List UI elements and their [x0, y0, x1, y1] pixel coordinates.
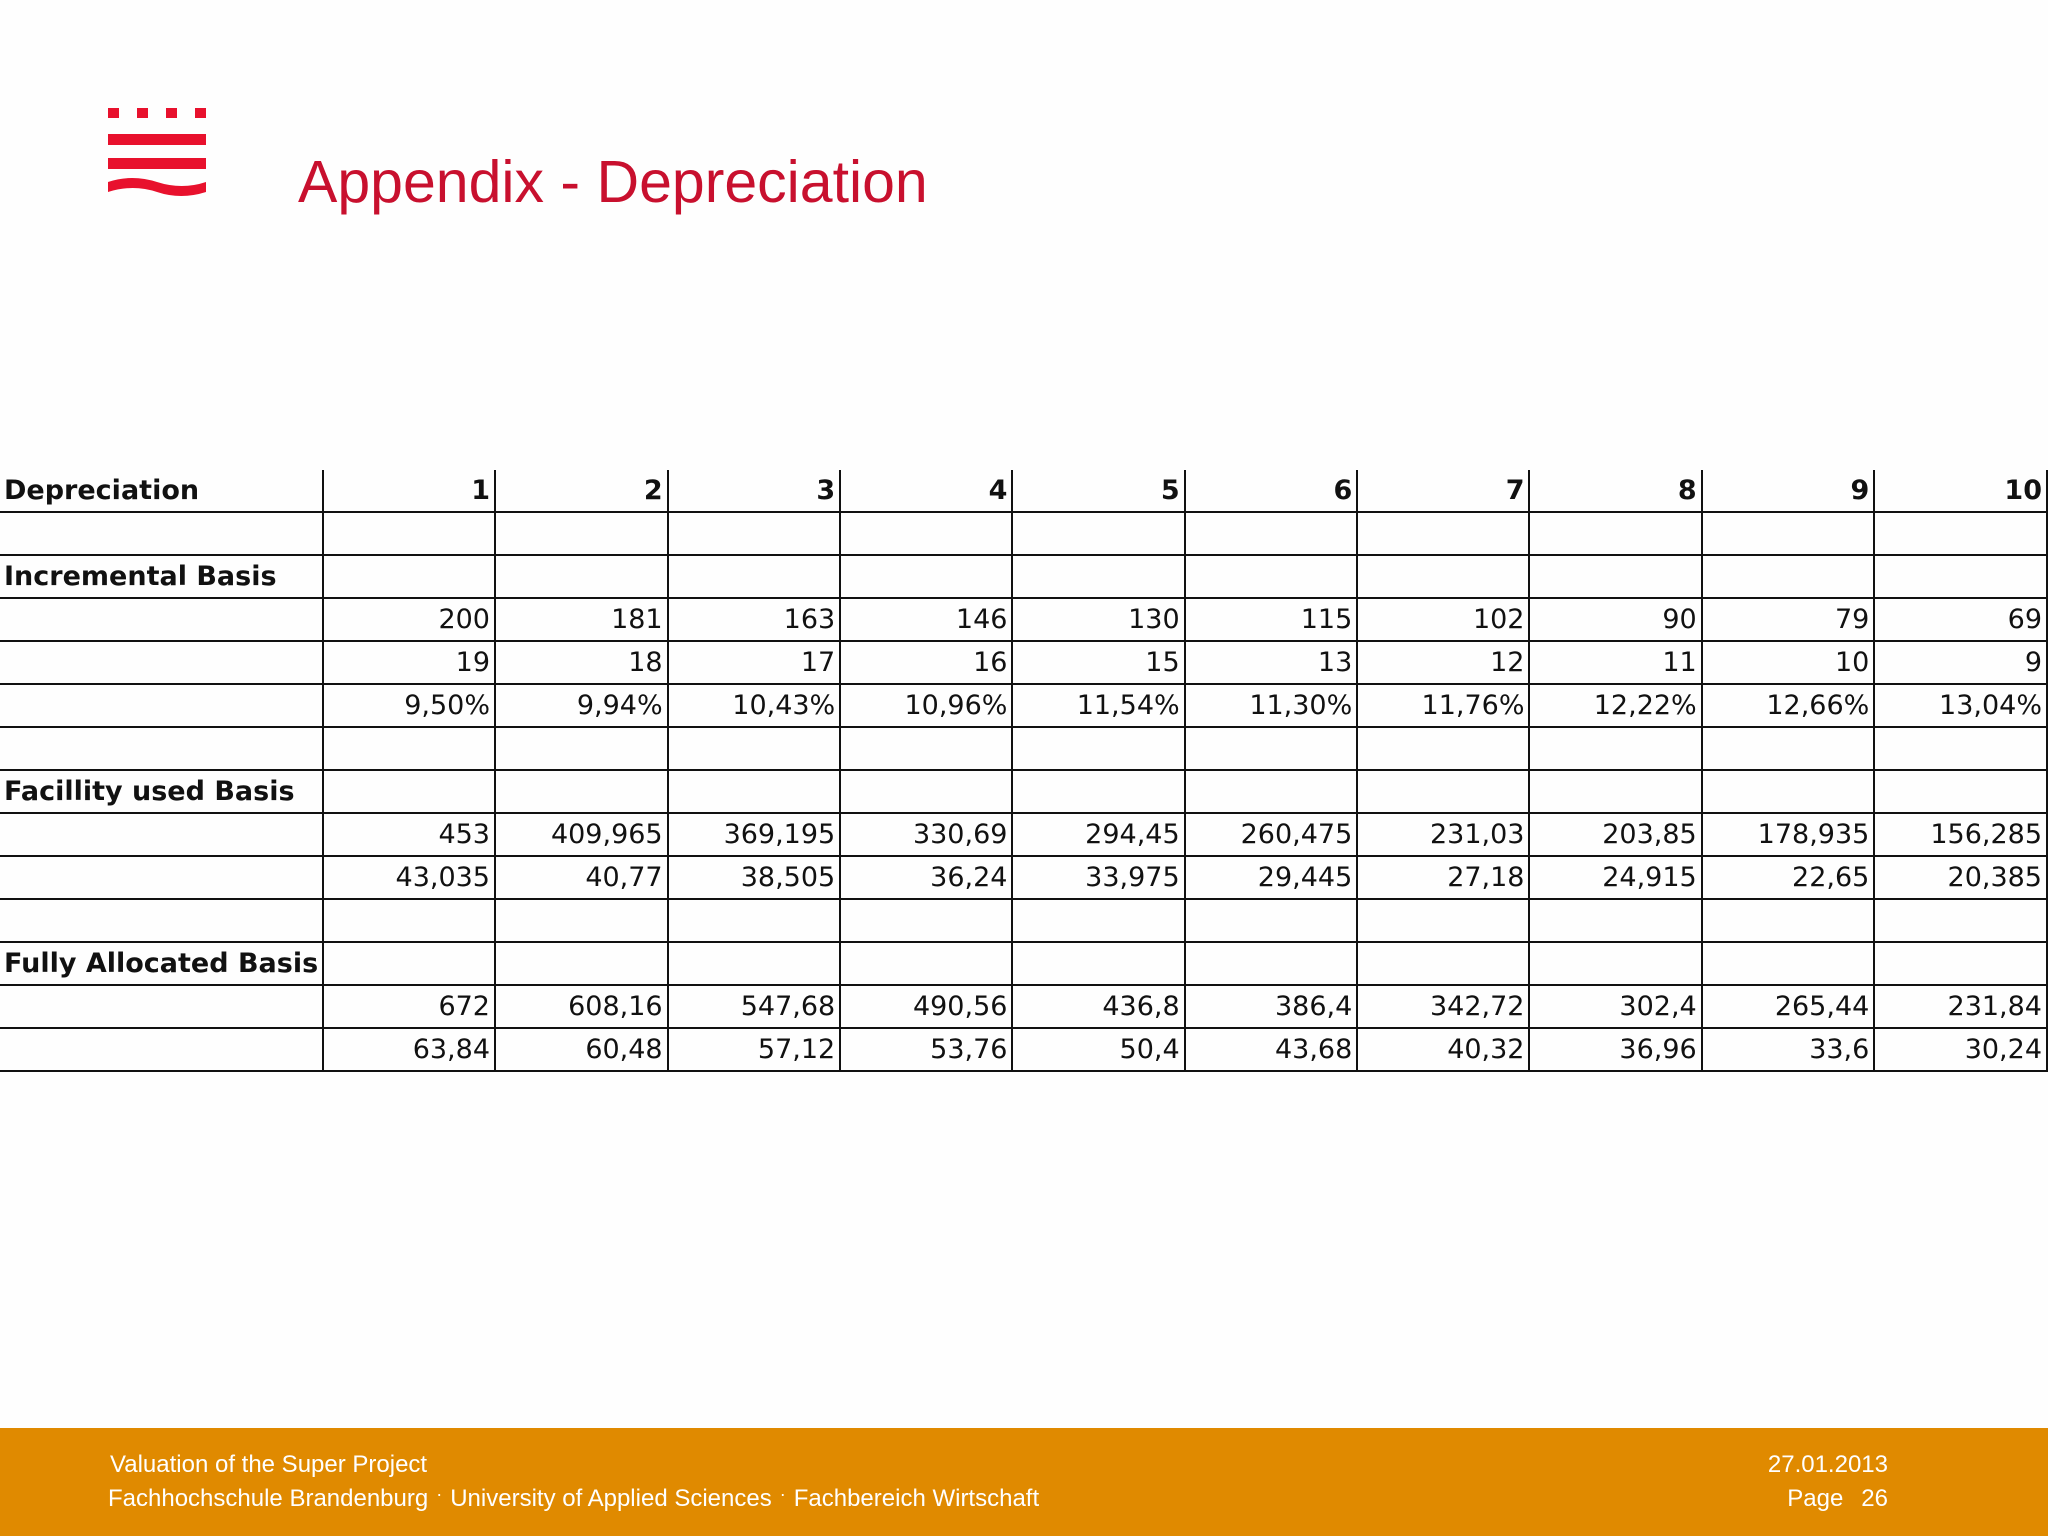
table-cell: 36,96	[1529, 1028, 1701, 1071]
header-year-3: 3	[668, 470, 841, 512]
table-cell: 9	[1874, 641, 2047, 684]
table-row	[0, 641, 2047, 684]
footer-date: 27.01.2013	[1767, 1451, 1888, 1478]
footer-page-number: 26	[1861, 1485, 1888, 1512]
footer-institution-line	[108, 1485, 1039, 1513]
table-cell: 115	[1185, 598, 1358, 641]
table-cell: 369,195	[668, 813, 841, 856]
table-cell: 453	[323, 813, 495, 856]
table-cell	[1702, 770, 1875, 813]
university-logo	[106, 106, 208, 206]
table-row	[0, 813, 2047, 856]
table-cell	[1874, 899, 2047, 942]
table-cell: 12,66%	[1702, 684, 1875, 727]
table-cell: 386,4	[1185, 985, 1358, 1028]
row-label	[0, 641, 323, 684]
table-cell: 33,6	[1702, 1028, 1875, 1071]
table-cell: 11,54%	[1012, 684, 1184, 727]
table-cell: 9,50%	[323, 684, 495, 727]
footer-university: University of Applied Sciences	[450, 1485, 772, 1512]
table-cell	[495, 942, 668, 985]
table-cell: 11	[1529, 641, 1701, 684]
table-cell: 231,03	[1357, 813, 1529, 856]
table-cell: 330,69	[840, 813, 1012, 856]
row-label	[0, 598, 323, 641]
table-cell: 27,18	[1357, 856, 1529, 899]
table-row	[0, 985, 2047, 1028]
header-year-9: 9	[1702, 470, 1875, 512]
footer-page	[1787, 1485, 1888, 1513]
table-cell	[1874, 512, 2047, 555]
row-label	[0, 899, 323, 942]
table-cell: 43,035	[323, 856, 495, 899]
header-year-8: 8	[1529, 470, 1701, 512]
table-row	[0, 899, 2047, 942]
table-row	[0, 555, 2047, 598]
table-cell: 10,43%	[668, 684, 841, 727]
row-label	[0, 1028, 323, 1071]
table-cell: 16	[840, 641, 1012, 684]
table-cell: 130	[1012, 598, 1184, 641]
table-row	[0, 942, 2047, 985]
table-cell: 342,72	[1357, 985, 1529, 1028]
table-row	[0, 727, 2047, 770]
header-year-7: 7	[1357, 470, 1529, 512]
table-cell	[323, 942, 495, 985]
table-cell	[668, 727, 841, 770]
table-cell: 24,915	[1529, 856, 1701, 899]
header-label: Depreciation	[0, 470, 323, 512]
table-cell: 9,94%	[495, 684, 668, 727]
table-cell	[495, 899, 668, 942]
footer-separator: ·	[779, 1484, 786, 1504]
table-row	[0, 684, 2047, 727]
table-cell	[1529, 899, 1701, 942]
table-cell	[1874, 770, 2047, 813]
table-cell	[1874, 727, 2047, 770]
footer-separator: ·	[436, 1484, 443, 1504]
table-cell: 11,76%	[1357, 684, 1529, 727]
table-cell	[323, 727, 495, 770]
footer-project: Valuation of the Super Project	[110, 1451, 428, 1478]
table-cell: 200	[323, 598, 495, 641]
table-cell: 69	[1874, 598, 2047, 641]
table-cell	[1185, 770, 1358, 813]
table-cell: 672	[323, 985, 495, 1028]
row-label	[0, 813, 323, 856]
table-row	[0, 512, 2047, 555]
table-cell: 50,4	[1012, 1028, 1184, 1071]
footer-department: Fachbereich Wirtschaft	[793, 1485, 1040, 1512]
table-cell	[1529, 555, 1701, 598]
table-cell: 294,45	[1012, 813, 1184, 856]
table-cell	[1529, 942, 1701, 985]
table-cell	[668, 942, 841, 985]
table-cell: 90	[1529, 598, 1701, 641]
table-cell: 17	[668, 641, 841, 684]
table-cell	[1012, 512, 1184, 555]
table-cell	[840, 555, 1012, 598]
table-cell	[1874, 555, 2047, 598]
table-cell	[1357, 555, 1529, 598]
table-cell: 53,76	[840, 1028, 1012, 1071]
table-cell	[840, 899, 1012, 942]
table-row	[0, 856, 2047, 899]
table-cell: 40,77	[495, 856, 668, 899]
table-cell: 260,475	[1185, 813, 1358, 856]
table-cell: 20,385	[1874, 856, 2047, 899]
footer-page-label: Page	[1787, 1485, 1844, 1512]
header-year-2: 2	[495, 470, 668, 512]
table-cell: 608,16	[495, 985, 668, 1028]
table-cell	[1874, 942, 2047, 985]
table-cell	[1185, 727, 1358, 770]
table-cell	[1012, 942, 1184, 985]
table-cell	[495, 727, 668, 770]
table-cell: 13	[1185, 641, 1358, 684]
table-cell	[495, 512, 668, 555]
table-cell: 79	[1702, 598, 1875, 641]
slide-title: Appendix - Depreciation	[298, 149, 928, 215]
table-header-row	[0, 470, 2047, 512]
table-cell: 40,32	[1357, 1028, 1529, 1071]
table-cell: 547,68	[668, 985, 841, 1028]
table-cell	[1012, 727, 1184, 770]
table-cell	[668, 555, 841, 598]
row-label: Facillity used Basis	[0, 770, 323, 813]
table-cell: 13,04%	[1874, 684, 2047, 727]
table-cell	[668, 899, 841, 942]
table-cell	[1529, 512, 1701, 555]
table-cell: 12,22%	[1529, 684, 1701, 727]
table-cell: 36,24	[840, 856, 1012, 899]
table-cell	[1529, 770, 1701, 813]
table-cell: 60,48	[495, 1028, 668, 1071]
table-cell: 63,84	[323, 1028, 495, 1071]
table-cell: 33,975	[1012, 856, 1184, 899]
table-cell: 302,4	[1529, 985, 1701, 1028]
table-cell	[840, 512, 1012, 555]
table-cell: 409,965	[495, 813, 668, 856]
table-cell: 43,68	[1185, 1028, 1358, 1071]
table-cell: 163	[668, 598, 841, 641]
table-row	[0, 1028, 2047, 1071]
row-label: Fully Allocated Basis	[0, 942, 323, 985]
table-cell	[1702, 942, 1875, 985]
table-cell	[323, 899, 495, 942]
depreciation-table	[0, 470, 2048, 1072]
table-cell	[1529, 727, 1701, 770]
row-label	[0, 985, 323, 1028]
row-label	[0, 512, 323, 555]
row-label: Incremental Basis	[0, 555, 323, 598]
table-cell: 29,445	[1185, 856, 1358, 899]
table-cell: 30,24	[1874, 1028, 2047, 1071]
header-year-4: 4	[840, 470, 1012, 512]
table-cell: 146	[840, 598, 1012, 641]
table-cell: 181	[495, 598, 668, 641]
table-cell: 231,84	[1874, 985, 2047, 1028]
table-cell: 12	[1357, 641, 1529, 684]
table-cell: 38,505	[668, 856, 841, 899]
header-year-1: 1	[323, 470, 495, 512]
table-cell: 11,30%	[1185, 684, 1358, 727]
table-cell	[1185, 512, 1358, 555]
table-cell	[1012, 899, 1184, 942]
table-cell	[840, 942, 1012, 985]
table-cell	[495, 555, 668, 598]
table-cell	[1702, 727, 1875, 770]
table-cell: 178,935	[1702, 813, 1875, 856]
table-cell	[1357, 727, 1529, 770]
table-cell	[1357, 512, 1529, 555]
row-label	[0, 727, 323, 770]
row-label	[0, 684, 323, 727]
header-year-10: 10	[1874, 470, 2047, 512]
header-year-5: 5	[1012, 470, 1184, 512]
table-cell	[840, 770, 1012, 813]
table-cell: 15	[1012, 641, 1184, 684]
table-cell: 22,65	[1702, 856, 1875, 899]
table-cell: 156,285	[1874, 813, 2047, 856]
table-cell: 102	[1357, 598, 1529, 641]
table-cell: 490,56	[840, 985, 1012, 1028]
table-cell	[1357, 899, 1529, 942]
row-label	[0, 856, 323, 899]
table-cell	[323, 512, 495, 555]
table-cell: 19	[323, 641, 495, 684]
table-cell	[1357, 942, 1529, 985]
table-cell	[1012, 555, 1184, 598]
header-year-6: 6	[1185, 470, 1358, 512]
table-cell	[323, 770, 495, 813]
footer-bar	[0, 1428, 2048, 1536]
table-cell	[1012, 770, 1184, 813]
table-cell: 18	[495, 641, 668, 684]
table-cell: 57,12	[668, 1028, 841, 1071]
table-row	[0, 770, 2047, 813]
table-cell	[1185, 555, 1358, 598]
table-cell	[1702, 555, 1875, 598]
table-row	[0, 598, 2047, 641]
footer-institution: Fachhochschule Brandenburg	[108, 1485, 429, 1512]
table-cell	[1185, 942, 1358, 985]
table-cell	[1185, 899, 1358, 942]
table-cell: 10,96%	[840, 684, 1012, 727]
table-cell: 436,8	[1012, 985, 1184, 1028]
table-cell: 10	[1702, 641, 1875, 684]
table-cell	[840, 727, 1012, 770]
table-cell: 203,85	[1529, 813, 1701, 856]
table-cell	[323, 555, 495, 598]
table-cell	[668, 770, 841, 813]
table-cell	[1702, 512, 1875, 555]
table-cell	[1702, 899, 1875, 942]
table-cell	[1357, 770, 1529, 813]
table-cell	[668, 512, 841, 555]
table-cell: 265,44	[1702, 985, 1875, 1028]
table-cell	[495, 770, 668, 813]
